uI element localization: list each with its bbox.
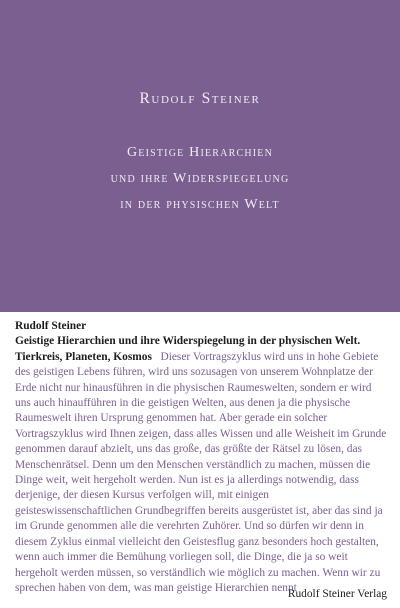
cover-author: Rudolf Steiner (139, 90, 261, 107)
publisher-name: Rudolf Steiner Verlag (287, 588, 387, 600)
cover-title-line: Geistige Hierarchien (126, 145, 274, 160)
back-subtitle: Geistige Hierarchien und ihre Widerspiegelung in der physischen Welt. Tierkreis, Planeten, Kosmos (15, 335, 361, 363)
back-blurb (15, 351, 386, 594)
cover-title-line: in der physischen Welt (120, 197, 280, 212)
cover-title (0, 140, 400, 218)
cover-title-line: und ihre Widerspiegelung (110, 171, 290, 186)
back-blurb-text: Dieser Vortragszyklus wird uns in hohe Gebiete des geistigen Lebens führen, wird uns sozusagen von unserem Wohnplatze der Erde nicht nur hinausführen in die physischen Raumeswelten, sondern er wird uns auch hinaufführen in die geistigen Welten, aus denen ja die physische Raumeswelt ihren Ursprung genommen hat. Aber gerade ein solcher Vortragszyklus wird Ihnen zeigen, dass alles Wissen und alle Weisheit im Grunde genommen darauf abzielt, uns das große, das größte der Rätsel zu lösen, das Menschenrätsel. Denn um den Menschen verständlich zu machen, müssen die Dinge weit, weit hergeholt werden. Nun ist es ja allerdings notwendig, dass derjenige, der diesen Kursus verfolgen will, mit einigen geisteswissenschaftlichen Grundbegriffen bereits ausgerüstet ist, aber das sind ja im Grunde genommen alle die verehrten Zuhörer. Und so dürfen wir denn in diesem Zyklus einmal vielleicht den Geistesflug ganz besonders hoch gestalten, wenn auch immer die Bemühung vorliegen soll, die Dinge, die ja so weit hergeholt werden müssen, so verständlich wie möglich zu machen. Wenn wir zu sprechen haben von dem, was man geistige Hierarchien nennt (15, 350, 387, 594)
back-author: Rudolf Steiner (15, 320, 87, 332)
back-text (15, 319, 387, 596)
